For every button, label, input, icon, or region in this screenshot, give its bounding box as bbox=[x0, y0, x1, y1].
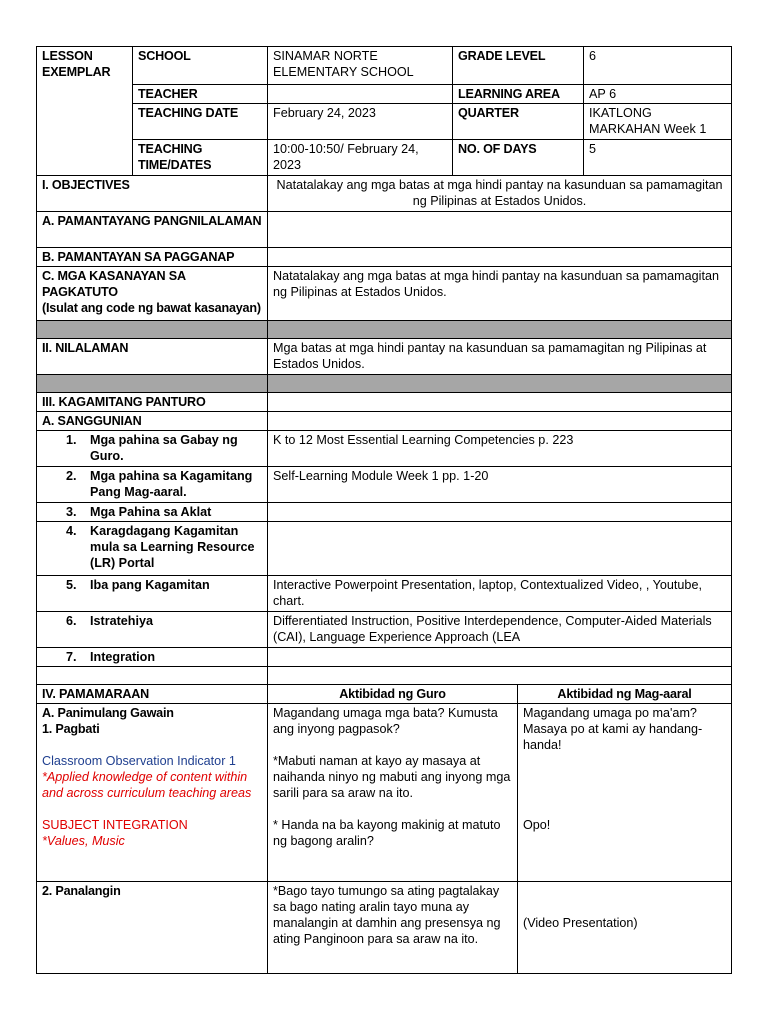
subject-integration-label: SUBJECT INTEGRATION bbox=[42, 818, 188, 832]
indicator-text: *Applied knowledge of content within and across curriculum teaching areas bbox=[42, 770, 252, 800]
kagamitang-panturo-value bbox=[268, 393, 732, 412]
student-greeting: Magandang umaga po ma'am? Masaya po at kami ay handang-handa! bbox=[523, 706, 703, 752]
kasanayan-sa-pagkatuto-value: Natatalakay ang mga batas at mga hindi pantay na kasunduan sa pamamagitan ng Pilipinas at Estados Unidos. bbox=[268, 267, 732, 321]
sanggunian-label: A. SANGGUNIAN bbox=[37, 412, 268, 431]
resource-item-label: 3. Mga Pahina sa Aklat bbox=[37, 503, 268, 522]
days-value: 5 bbox=[584, 140, 732, 176]
teacher-ask: * Handa na ba kayong makinig at matuto ng bagong aralin? bbox=[273, 818, 501, 848]
days-label: NO. OF DAYS bbox=[453, 140, 584, 176]
teaching-time-value: 10:00-10:50/ February 24, 2023 bbox=[268, 140, 453, 176]
teacher-note: *Mabuti naman at kayo ay masaya at naihanda ninyo ng mabuti ang inyong mga sarili para sa araw na ito. bbox=[273, 754, 511, 800]
panalangin-teacher: *Bago tayo tumungo sa ating pagtalakay sa bago nating aralin tayo muna ay manalangin at damhin ang presensya ng ating Panginoon para sa araw na ito. bbox=[268, 882, 518, 974]
kagamitang-panturo-label: III. KAGAMITANG PANTURO bbox=[37, 393, 268, 412]
teacher-greeting: Magandang umaga mga bata? Kumusta ang inyong pagpasok? bbox=[273, 706, 498, 736]
blank-row bbox=[37, 667, 268, 685]
resource-item-label: 4. Karagdagang Kagamitan mula sa Learning Resource (LR) Portal bbox=[37, 522, 268, 576]
teaching-date-value: February 24, 2023 bbox=[268, 104, 453, 140]
school-label: SCHOOL bbox=[133, 47, 268, 85]
quarter-value: IKATLONG MARKAHAN Week 1 bbox=[584, 104, 732, 140]
pamantayang-pangnilalaman-label: A. PAMANTAYANG PANGNILALAMAN bbox=[37, 212, 268, 248]
panimulang-gawain-cell bbox=[37, 704, 268, 882]
pamantayang-pangnilalaman-value bbox=[268, 212, 732, 248]
indicator-title: Classroom Observation Indicator 1 bbox=[42, 754, 236, 768]
panalangin-student-cell bbox=[518, 882, 732, 974]
pagbati-label: 1. Pagbati bbox=[42, 722, 100, 736]
kasanayan-sa-pagkatuto-label bbox=[37, 267, 268, 321]
resource-item-value bbox=[268, 503, 732, 522]
resource-item-value: K to 12 Most Essential Learning Competencies p. 223 bbox=[268, 431, 732, 467]
pamantayan-sa-pagganap-value bbox=[268, 248, 732, 267]
pamamaraan-label: IV. PAMAMARAAN bbox=[37, 685, 268, 704]
student-activity-cell bbox=[518, 704, 732, 882]
nilalaman-value: Mga batas at mga hindi pantay na kasunduan sa pamamagitan ng Pilipinas at Estados Unidos. bbox=[268, 339, 732, 375]
nilalaman-label: II. NILALAMAN bbox=[37, 339, 268, 375]
subject-integration-values: *Values, Music bbox=[42, 834, 125, 848]
learning-area-value: AP 6 bbox=[584, 85, 732, 104]
student-activity-header: Aktibidad ng Mag-aaral bbox=[518, 685, 732, 704]
resource-item-label: 7. Integration bbox=[37, 648, 268, 667]
resource-item-value bbox=[268, 522, 732, 576]
teacher-activity-cell bbox=[268, 704, 518, 882]
panalangin-student: (Video Presentation) bbox=[523, 916, 638, 930]
kasanayan-note: (Isulat ang code ng bawat kasanayan) bbox=[42, 301, 261, 315]
gray-divider bbox=[268, 375, 732, 393]
learning-area-label: LEARNING AREA bbox=[453, 85, 584, 104]
pamantayan-sa-pagganap-label: B. PAMANTAYAN SA PAGGANAP bbox=[37, 248, 268, 267]
resource-item-value: Interactive Powerpoint Presentation, laptop, Contextualized Video, , Youtube, chart. bbox=[268, 576, 732, 612]
gray-divider bbox=[37, 321, 268, 339]
gray-divider bbox=[268, 321, 732, 339]
objectives-label: I. OBJECTIVES bbox=[37, 176, 268, 212]
resource-item-label: 6. Istratehiya bbox=[37, 612, 268, 648]
student-reply: Opo! bbox=[523, 818, 551, 832]
grade-level-label: GRADE LEVEL bbox=[453, 47, 584, 85]
resource-item-value: Self-Learning Module Week 1 pp. 1-20 bbox=[268, 467, 732, 503]
teaching-date-label: TEACHING DATE bbox=[133, 104, 268, 140]
sanggunian-value bbox=[268, 412, 732, 431]
gray-divider bbox=[37, 375, 268, 393]
panalangin-label: 2. Panalangin bbox=[37, 882, 268, 974]
lesson-exemplar-label: LESSON EXEMPLAR bbox=[37, 47, 133, 176]
lesson-exemplar-document bbox=[36, 46, 731, 974]
teacher-value bbox=[268, 85, 453, 104]
blank-row bbox=[268, 667, 732, 685]
panimulang-gawain-label: A. Panimulang Gawain bbox=[42, 706, 174, 720]
teaching-time-label: TEACHING TIME/DATES bbox=[133, 140, 268, 176]
teacher-activity-header: Aktibidad ng Guro bbox=[268, 685, 518, 704]
resource-item-value bbox=[268, 648, 732, 667]
grade-level-value: 6 bbox=[584, 47, 732, 85]
lesson-plan-table bbox=[36, 46, 732, 974]
resource-item-value: Differentiated Instruction, Positive Interdependence, Computer-Aided Materials (CAI), Language Experience Approach (LEA bbox=[268, 612, 732, 648]
resource-item-label: 1. Mga pahina sa Gabay ng Guro. bbox=[37, 431, 268, 467]
school-value: SINAMAR NORTE ELEMENTARY SCHOOL bbox=[268, 47, 453, 85]
quarter-label: QUARTER bbox=[453, 104, 584, 140]
kasanayan-label-text: C. MGA KASANAYAN SA PAGKATUTO bbox=[42, 269, 186, 299]
resource-item-label: 5. Iba pang Kagamitan bbox=[37, 576, 268, 612]
objectives-value: Natatalakay ang mga batas at mga hindi pantay na kasunduan sa pamamagitan ng Pilipinas at Estados Unidos. bbox=[268, 176, 732, 212]
resource-item-label: 2. Mga pahina sa Kagamitang Pang Mag-aaral. bbox=[37, 467, 268, 503]
teacher-label: TEACHER bbox=[133, 85, 268, 104]
